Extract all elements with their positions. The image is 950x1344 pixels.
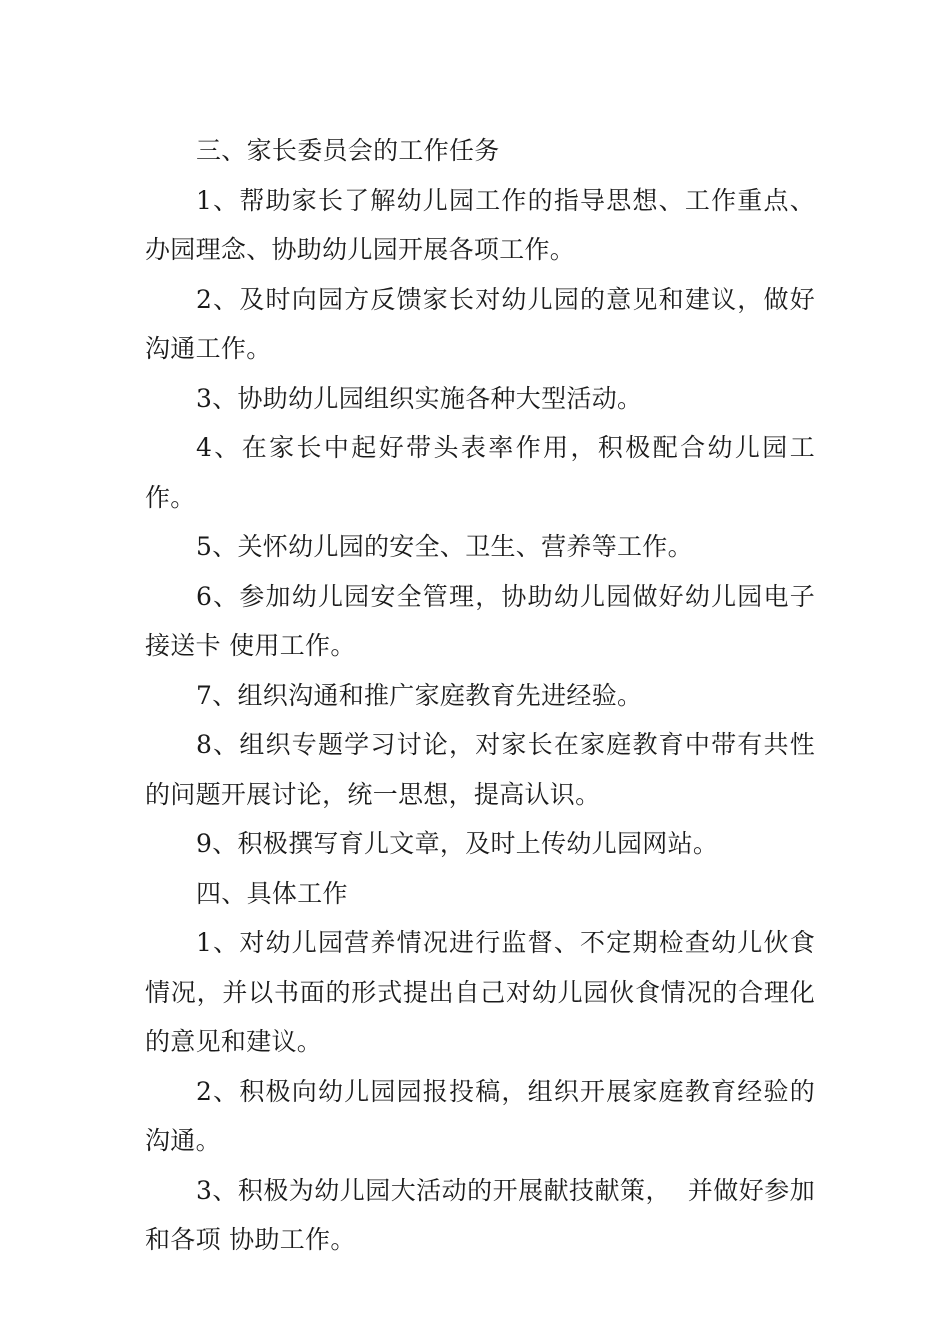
task-item-8: 8、组织专题学习讨论，对家长在家庭教育中带有共性的问题开展讨论，统一思想，提高认识。 — [145, 730, 815, 809]
task-item-9: 9、积极撰写育儿文章，及时上传幼儿园网站。 — [196, 829, 719, 858]
work-item-3: 3、积极为幼儿园大活动的开展献技献策， 并做好参加和各项 协助工作。 — [145, 1175, 815, 1254]
task-item-2: 2、及时向园方反馈家长对幼儿园的意见和建议，做好沟通工作。 — [145, 284, 815, 363]
task-item-4: 4、在家长中起好带头表率作用，积极配合幼儿园工作。 — [145, 433, 815, 512]
task-item-3: 3、协助幼儿园组织实施各种大型活动。 — [196, 383, 643, 413]
task-item-6: 6、参加幼儿园安全管理，协助幼儿园做好幼儿园电子接送卡 使用工作。 — [145, 581, 815, 660]
section-heading-4: 四、具体工作 — [196, 878, 348, 908]
work-item-2: 2、积极向幼儿园园报投稿，组织开展家庭教育经验的沟通。 — [145, 1076, 815, 1155]
work-item-1: 1、对幼儿园营养情况进行监督、不定期检查幼儿伙食情况，并以书面的形式提出自己对幼儿园伙食情况的合理化的意见和建议。 — [145, 928, 815, 1056]
document-body — [145, 126, 815, 1265]
task-item-5: 5、关怀幼儿园的安全、卫生、营养等工作。 — [196, 532, 693, 561]
task-item-1: 1、帮助家长了解幼儿园工作的指导思想、工作重点、办园理念、协助幼儿园开展各项工作。 — [145, 185, 815, 264]
section-heading-3: 三、家长委员会的工作任务 — [196, 136, 500, 165]
task-item-7: 7、组织沟通和推广家庭教育先进经验。 — [196, 680, 643, 710]
